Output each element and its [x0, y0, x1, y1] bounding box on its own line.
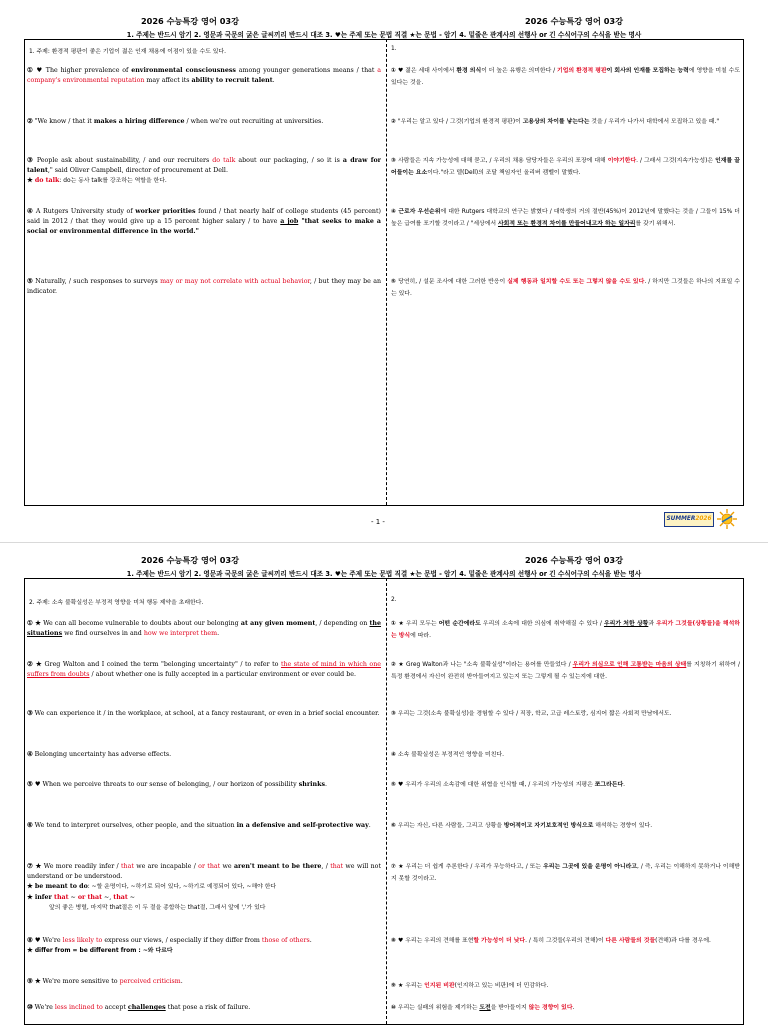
header-rules: 1. 주제는 반드시 암기 2. 영문과 국문의 굵은 글씨끼리 반드시 대조 3. ♥는 주제 또는 문법 직결 ★는 문법 - 암기 4. 밑줄은 관계사의 선행사 or 긴 수식어구의 수식을 받는 명사 [126, 31, 642, 39]
sentence-en-2: ② ★ Greg Walton and I coined the term "belonging uncertainty" / to refer to the state of mind in which one suffers from doubts / about whether one is fully accepted in a particular environment or ever could be. [27, 661, 381, 679]
sentence-kr-10: ⑩ 우리는 실패의 위험을 제기하는 도전을 받아들이지 않는 경향이 있다. [391, 1005, 575, 1011]
page-2 [0, 555, 768, 1024]
sentence-en-3: ③ People ask about sustainability, / and our recruiters do talk about our packaging, / so it is a draw for talent," said Oliver Campbell, director of procurement at Dell. ★ do talk: do는 동사 talk를 강조하는 역할을 한다. [27, 157, 381, 185]
summer-logo: SUMMER2026 [664, 512, 714, 527]
topic-english: 1. 주제: 환경적 평판이 좋은 기업이 젊은 인재 채용에 이점이 있을 수도 있다. [29, 49, 226, 55]
page-separator [0, 542, 768, 543]
sentence-kr-8: ⑧ ♥ 우리는 우리의 견해를 표현할 가능성이 더 낮다. / 특히 그것들(우리의 견해)이 다른 사람들의 것들(견해)과 다를 경우에. [391, 938, 711, 944]
content-box [24, 578, 744, 1025]
sentence-en-3: ③ We can experience it / in the workplace, at school, at a fancy restaurant, or even in a brief social encounter. [27, 710, 380, 717]
sentence-en-5: ⑤ Naturally, / such responses to surveys may or may not correlate with actual behavior, / but they may be an indicator. [27, 278, 382, 296]
grammar-note: ★ [27, 177, 35, 185]
header-title-left: 2026 수능특강 영어 03강 [140, 16, 240, 26]
sentence-en-5: ⑤ ♥ When we perceive threats to our sense of belonging, / our horizon of possibility shrinks. [27, 781, 328, 788]
header-title-right: 2026 수능특강 영어 03강 [524, 16, 624, 26]
topic-korean: 1. [391, 46, 397, 52]
sentence-kr-1: ① ♥ 젊은 세대 사이에서 환경 의식이 더 높은 유행은 의미한다 / 기업의 환경적 평판이 회사의 인재를 모집하는 능력에 영향을 미칠 수도 있다는 것을. [391, 68, 741, 86]
sentence-kr-4: ④ 소속 불확실성은 부정적인 영향을 미친다. [391, 752, 504, 758]
sentence-en-7: ⑦ ★ We more readily infer / that we are incapable / or that we aren't meant to be there, / that we will not understand or be understood. ★ be meant to do: ~할 운명이다, ~하기로 되어 있다, ~하기로 예정되어 있다, ~해야 한다 ★ infer that ~ or that ~, that ~ 앞의 좋은 병렬, 마지막 that절은 이 두 절을 종합하는 that절, 그래서 앞에 ','가 있다 [27, 863, 381, 911]
sentence-kr-2: ② ★ Greg Walton과 나는 "소속 불확실성"이라는 용어를 만들었다 / 우리가 의심으로 인해 고통받는 마음의 상태를 지칭하기 위하여 / 특정 환경에서 자신이 완전히 받아들여지고 있는지 또는 그렇게 될 수 있는지에 대한. [391, 662, 741, 680]
english-column [25, 39, 385, 505]
sentence-kr-5: ⑤ 당연히, / 설문 조사에 대한 그러한 반응이 실제 행동과 일치할 수도 또는 그렇지 않을 수도 있다. / 하지만 그것들은 하나의 지표일 수는 있다. [391, 279, 740, 297]
korean-column [386, 578, 744, 1024]
english-column [25, 578, 385, 1024]
sentence-en-4: ④ Belonging uncertainty has adverse effects. [27, 751, 172, 758]
sentence-kr-3: ③ 사람들은 지속 가능성에 대해 묻고, / 우리의 채용 담당자들은 우리의 포장에 대해 이야기한다. / 그래서 그것(지속가능성)은 인재를 끌어들이는 요소이다."라고 델(Dell)의 조달 책임자인 올리버 캠벨이 말했다. [391, 158, 740, 176]
sentence-kr-5: ⑤ ♥ 우리가 우리의 소속감에 대한 위협을 인식할 때, / 우리의 가능성의 지평은 쪼그라든다. [391, 782, 626, 788]
sun-icon [716, 508, 738, 530]
topic-korean: 2. [391, 597, 397, 603]
header-rules: 1. 주제는 반드시 암기 2. 영문과 국문의 굵은 글씨끼리 반드시 대조 3. ♥는 주제 또는 문법 직결 ★는 문법 - 암기 4. 밑줄은 관계사의 선행사 or 긴 수식어구의 수식을 받는 명사 [126, 570, 642, 578]
sentence-en-1: ① ♥ The higher prevalence of environmental consciousness among younger generations means / that a company's environmental reputation may affect its ability to recruit talent. [27, 67, 381, 85]
sentence-kr-6: ⑥ 우리는 자신, 다른 사람들, 그리고 상황을 방어적이고 자기보호적인 방식으로 해석하는 경향이 있다. [391, 823, 653, 829]
sentence-kr-7: ⑦ ★ 우리는 더 쉽게 추론한다 / 우리가 무능하다고, / 또는 우리는 그곳에 있을 운명이 아니라고, / 즉, 우리는 이해하지 못하거나 이해받지 못할 것이라고. [391, 864, 740, 882]
sentence-kr-3: ③ 우리는 그것(소속 불확실성)을 경험할 수 있다 / 직장, 학교, 고급 레스토랑, 심지어 짧은 사회적 만남에서도. [391, 711, 672, 717]
sentence-kr-1: ① ★ 우리 모두는 어떤 순간에라도 우리의 소속에 대한 의심에 취약해질 수 있다 / 우리가 처한 상황과 우리가 그것들(상황들)을 해석하는 방식에 따라. [391, 621, 740, 639]
topic-english: 2. 주제: 소속 불확실성은 부정적 영향을 미쳐 행동 제약을 초래한다. [29, 600, 204, 606]
page-number: - 1 - [371, 518, 385, 526]
header-title-left: 2026 수능특강 영어 03강 [140, 555, 240, 565]
korean-column [386, 39, 744, 505]
header-title-right: 2026 수능특강 영어 03강 [524, 555, 624, 565]
content-box [24, 39, 744, 506]
sentence-en-1: ① ★ We can all become vulnerable to doubts about our belonging at any given moment, / depending on the situations we find ourselves in and how we interpret them. [27, 620, 382, 638]
sentence-en-8: ⑧ ♥ We're less likely to express our views, / especially if they differ from those of others. ★ differ from = be different from : ~와 다르다 [27, 937, 312, 955]
sentence-en-4: ④ A Rutgers University study of worker priorities found / that nearly half of college students (45 percent) said in 2012 / that they would give up a 15 percent higher salary / to have a job "that seeks to make a social or environmental difference in the world." [27, 208, 382, 236]
sentence-kr-4: ④ 근로자 우선순위에 대한 Rutgers 대학교의 연구는 밝혔다 / 대학생의 거의 절반(45%)이 2012년에 말했다는 것을 / 그들이 15% 더 높은 급여를 포기할 것이라고 / "세상에서 사회적 또는 환경적 차이를 만들어내고자 하는 일자리를 갖기 위해서. [391, 209, 740, 227]
sentence-en-6: ⑥ We tend to interpret ourselves, other people, and the situation in a defensive and self-protective way. [27, 822, 371, 829]
sentence-en-2: ② "We know / that it makes a hiring difference / when we're out recruiting at universities. [27, 118, 324, 125]
sentence-kr-9: ⑨ ★ 우리는 인지된 비판(인지하고 있는 비판)에 더 민감하다. [391, 983, 549, 989]
sentence-en-10: ⑩ We're less inclined to accept challenges that pose a risk of failure. [27, 1004, 251, 1011]
sentence-kr-2: ② "우리는 알고 있다 / 그것(기업의 환경적 평판)이 고용상의 차이를 낳는다는 것을 / 우리가 나가서 대학에서 모집하고 있을 때." [391, 119, 720, 125]
sentence-mark: ① ♥ [27, 67, 43, 74]
sentence-en-9: ⑨ ★ We're more sensitive to perceived criticism. [27, 978, 183, 985]
